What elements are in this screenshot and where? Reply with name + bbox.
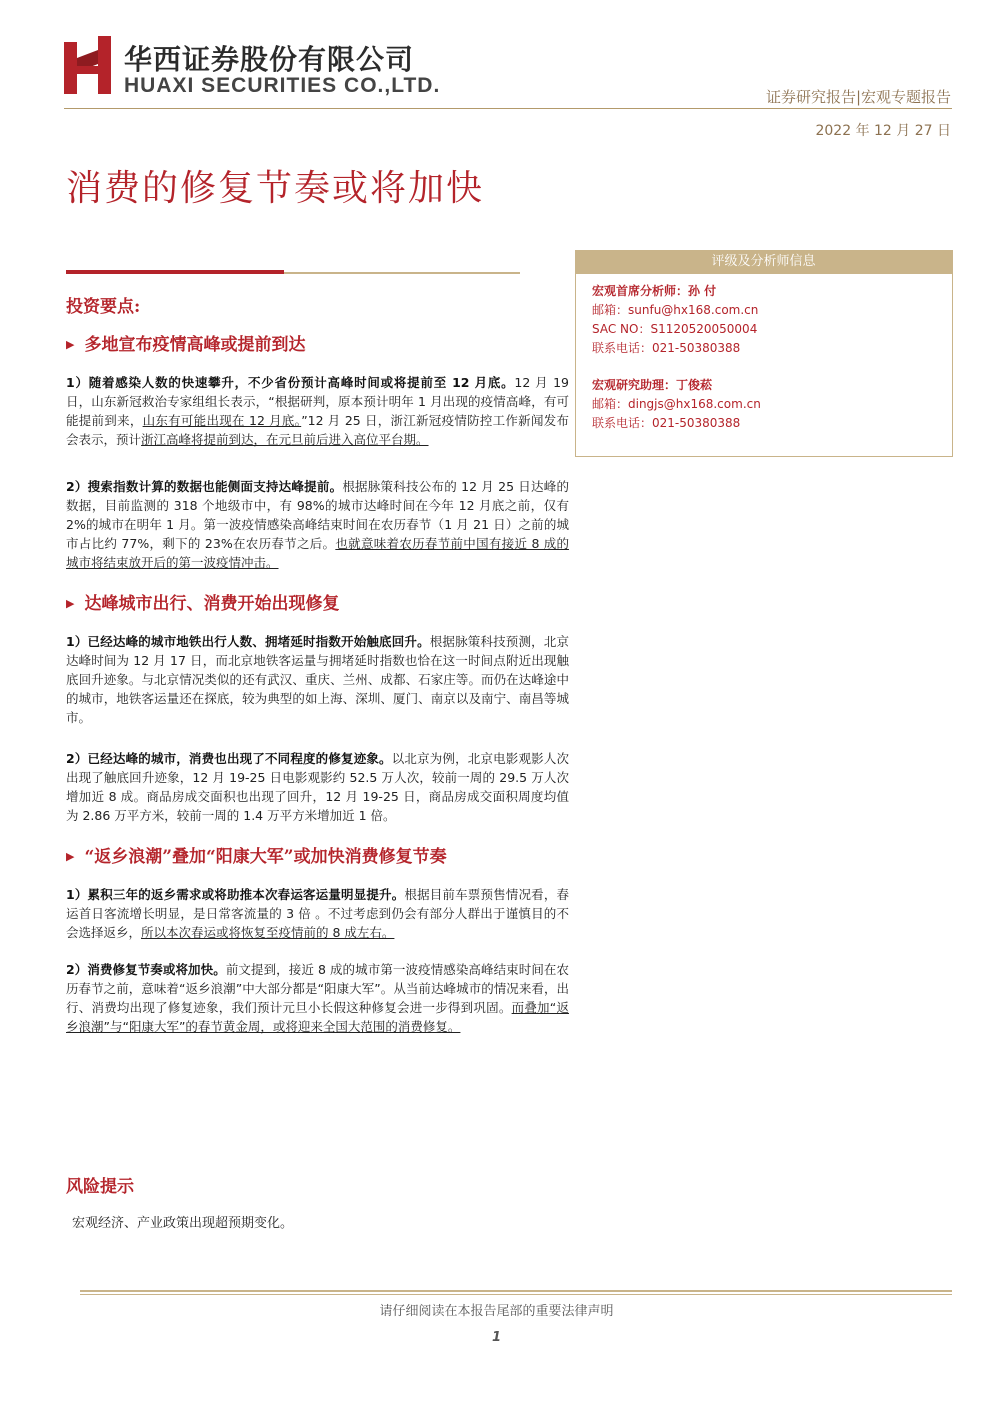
key-points-heading: 投资要点:: [66, 297, 141, 317]
triangle-bullet-icon: ▶: [66, 597, 75, 610]
company-name-en: HUAXI SECURITIES CO.,LTD.: [124, 74, 441, 97]
risk-text: 宏观经济、产业政策出现超预期变化。: [72, 1216, 294, 1231]
analyst-1-phone: 联系电话：021-50380388: [592, 341, 741, 355]
analyst-1-email[interactable]: 邮箱：sunfu@hx168.com.cn: [592, 303, 759, 317]
paragraph: 1）随着感染人数的快速攀升，不少省份预计高峰时间或将提前至 12 月底。12 月 19 日，山东新冠救治专家组组长表示，“根据研判，原本预计明年 1 月出现的疫情高峰，有可能提前到来，山东有可能出现在 12 月底。”12 月 25 日，浙江新冠疫情防控工作新闻发布会表示，预计浙江高峰将提前到达，在元旦前后进入高位平台期。: [66, 375, 569, 447]
analyst-box-body: [592, 282, 761, 433]
report-category: 证券研究报告|宏观专题报告: [765, 88, 951, 106]
section-heading: ▶ 多地宣布疫情高峰或提前到达: [66, 335, 306, 355]
triangle-bullet-icon: ▶: [66, 850, 75, 863]
page-title: 消费的修复节奏或将加快: [66, 168, 485, 209]
section-3: [66, 843, 569, 1036]
risk-heading: 风险提示: [66, 1177, 134, 1197]
triangle-bullet-icon: ▶: [66, 338, 75, 351]
footer-rule-thin: [80, 1294, 952, 1295]
legal-notice: 请仔细阅读在本报告尾部的重要法律声明: [379, 1304, 614, 1319]
title-rule-gold: [284, 272, 520, 274]
key-points-column: [66, 292, 569, 1054]
analyst-2-role: 宏观研究助理：丁俊菘: [592, 378, 713, 392]
analyst-1-sac: SAC NO：S1120520050004: [592, 322, 758, 336]
header-divider: [64, 108, 952, 109]
paragraph: 1）累积三年的返乡需求或将助推本次春运客运量明显提升。根据目前车票预售情况看，春运首日客流增长明显，是日常客流量的 3 倍 。不过考虑到仍会有部分人群出于谨慎目的不会选择返乡，所以本次春运或将恢复至疫情前的 8 成左右。: [66, 887, 569, 940]
section-heading: ▶ “返乡浪潮”叠加“阳康大军”或加快消费修复节奏: [66, 847, 447, 867]
huaxi-logo-icon: [64, 36, 112, 94]
analyst-2-phone: 联系电话：021-50380388: [592, 416, 741, 430]
footer-rule: [80, 1290, 952, 1292]
section-2: [66, 590, 569, 825]
analyst-box-heading: 评级及分析师信息: [575, 250, 952, 274]
paragraph: 1）已经达峰的城市地铁出行人数、拥堵延时指数开始触底回升。根据脉策科技预测，北京达峰时间为 12 月 17 日，而北京地铁客运量与拥堵延时指数也恰在这一时间点附近出现触底回升迹象。与北京情况类似的还有武汉、重庆、兰州、成都、石家庄等。而仍在达峰途中的城市，地铁客运量还在探底，较为典型的如上海、深圳、厦门、南京以及南宁、南昌等城市。: [66, 634, 569, 725]
page-number: 1: [491, 1330, 502, 1345]
analyst-1-role: 宏观首席分析师：孙 付: [592, 284, 717, 298]
analyst-2-email[interactable]: 邮箱：dingjs@hx168.com.cn: [592, 397, 761, 411]
report-date: 2022 年 12 月 27 日: [815, 123, 951, 139]
company-name-cn: 华西证券股份有限公司: [124, 43, 415, 76]
section-1: [66, 331, 569, 572]
section-heading: ▶ 达峰城市出行、消费开始出现修复: [66, 594, 340, 614]
paragraph: 2）搜索指数计算的数据也能侧面支持达峰提前。根据脉策科技公布的 12 月 25 日达峰的数据，目前监测的 318 个地级市中，有 98%的城市达峰时间在今年 12 月底之前，仅有 2%的城市在明年 1 月。第一波疫情感染高峰结束时间在农历春节（1 月 21 日）之前的城市占比约 77%，剩下的 23%在农历春节之后。也就意味着农历春节前中国有接近 8 成的城市将结束放开后的第一波疫情冲击。: [66, 479, 570, 570]
paragraph: 2）已经达峰的城市，消费也出现了不同程度的修复迹象。以北京为例，北京电影观影人次出现了触底回升迹象，12 月 19-25 日电影观影约 52.5 万人次，较前一周的 29.5 万人次增加近 8 成。商品房成交面积也出现了回升，12 月 19-25 日，商品房成交面积周度均值为 2.86 万平方米，较前一周的 1.4 万平方米增加近 1 倍。: [66, 751, 569, 823]
paragraph: 2）消费修复节奏或将加快。前文提到，接近 8 成的城市第一波疫情感染高峰结束时间在农历春节之前，意味着“返乡浪潮”中大部分都是“阳康大军”。从当前达峰城市的情况来看，出行、消费均出现了修复迹象，我们预计元旦小长假这种修复会进一步得到巩固。而叠加“返乡浪潮”与“阳康大军”的春节黄金周，或将迎来全国大范围的消费修复。: [66, 962, 570, 1034]
title-rule: [66, 270, 284, 274]
